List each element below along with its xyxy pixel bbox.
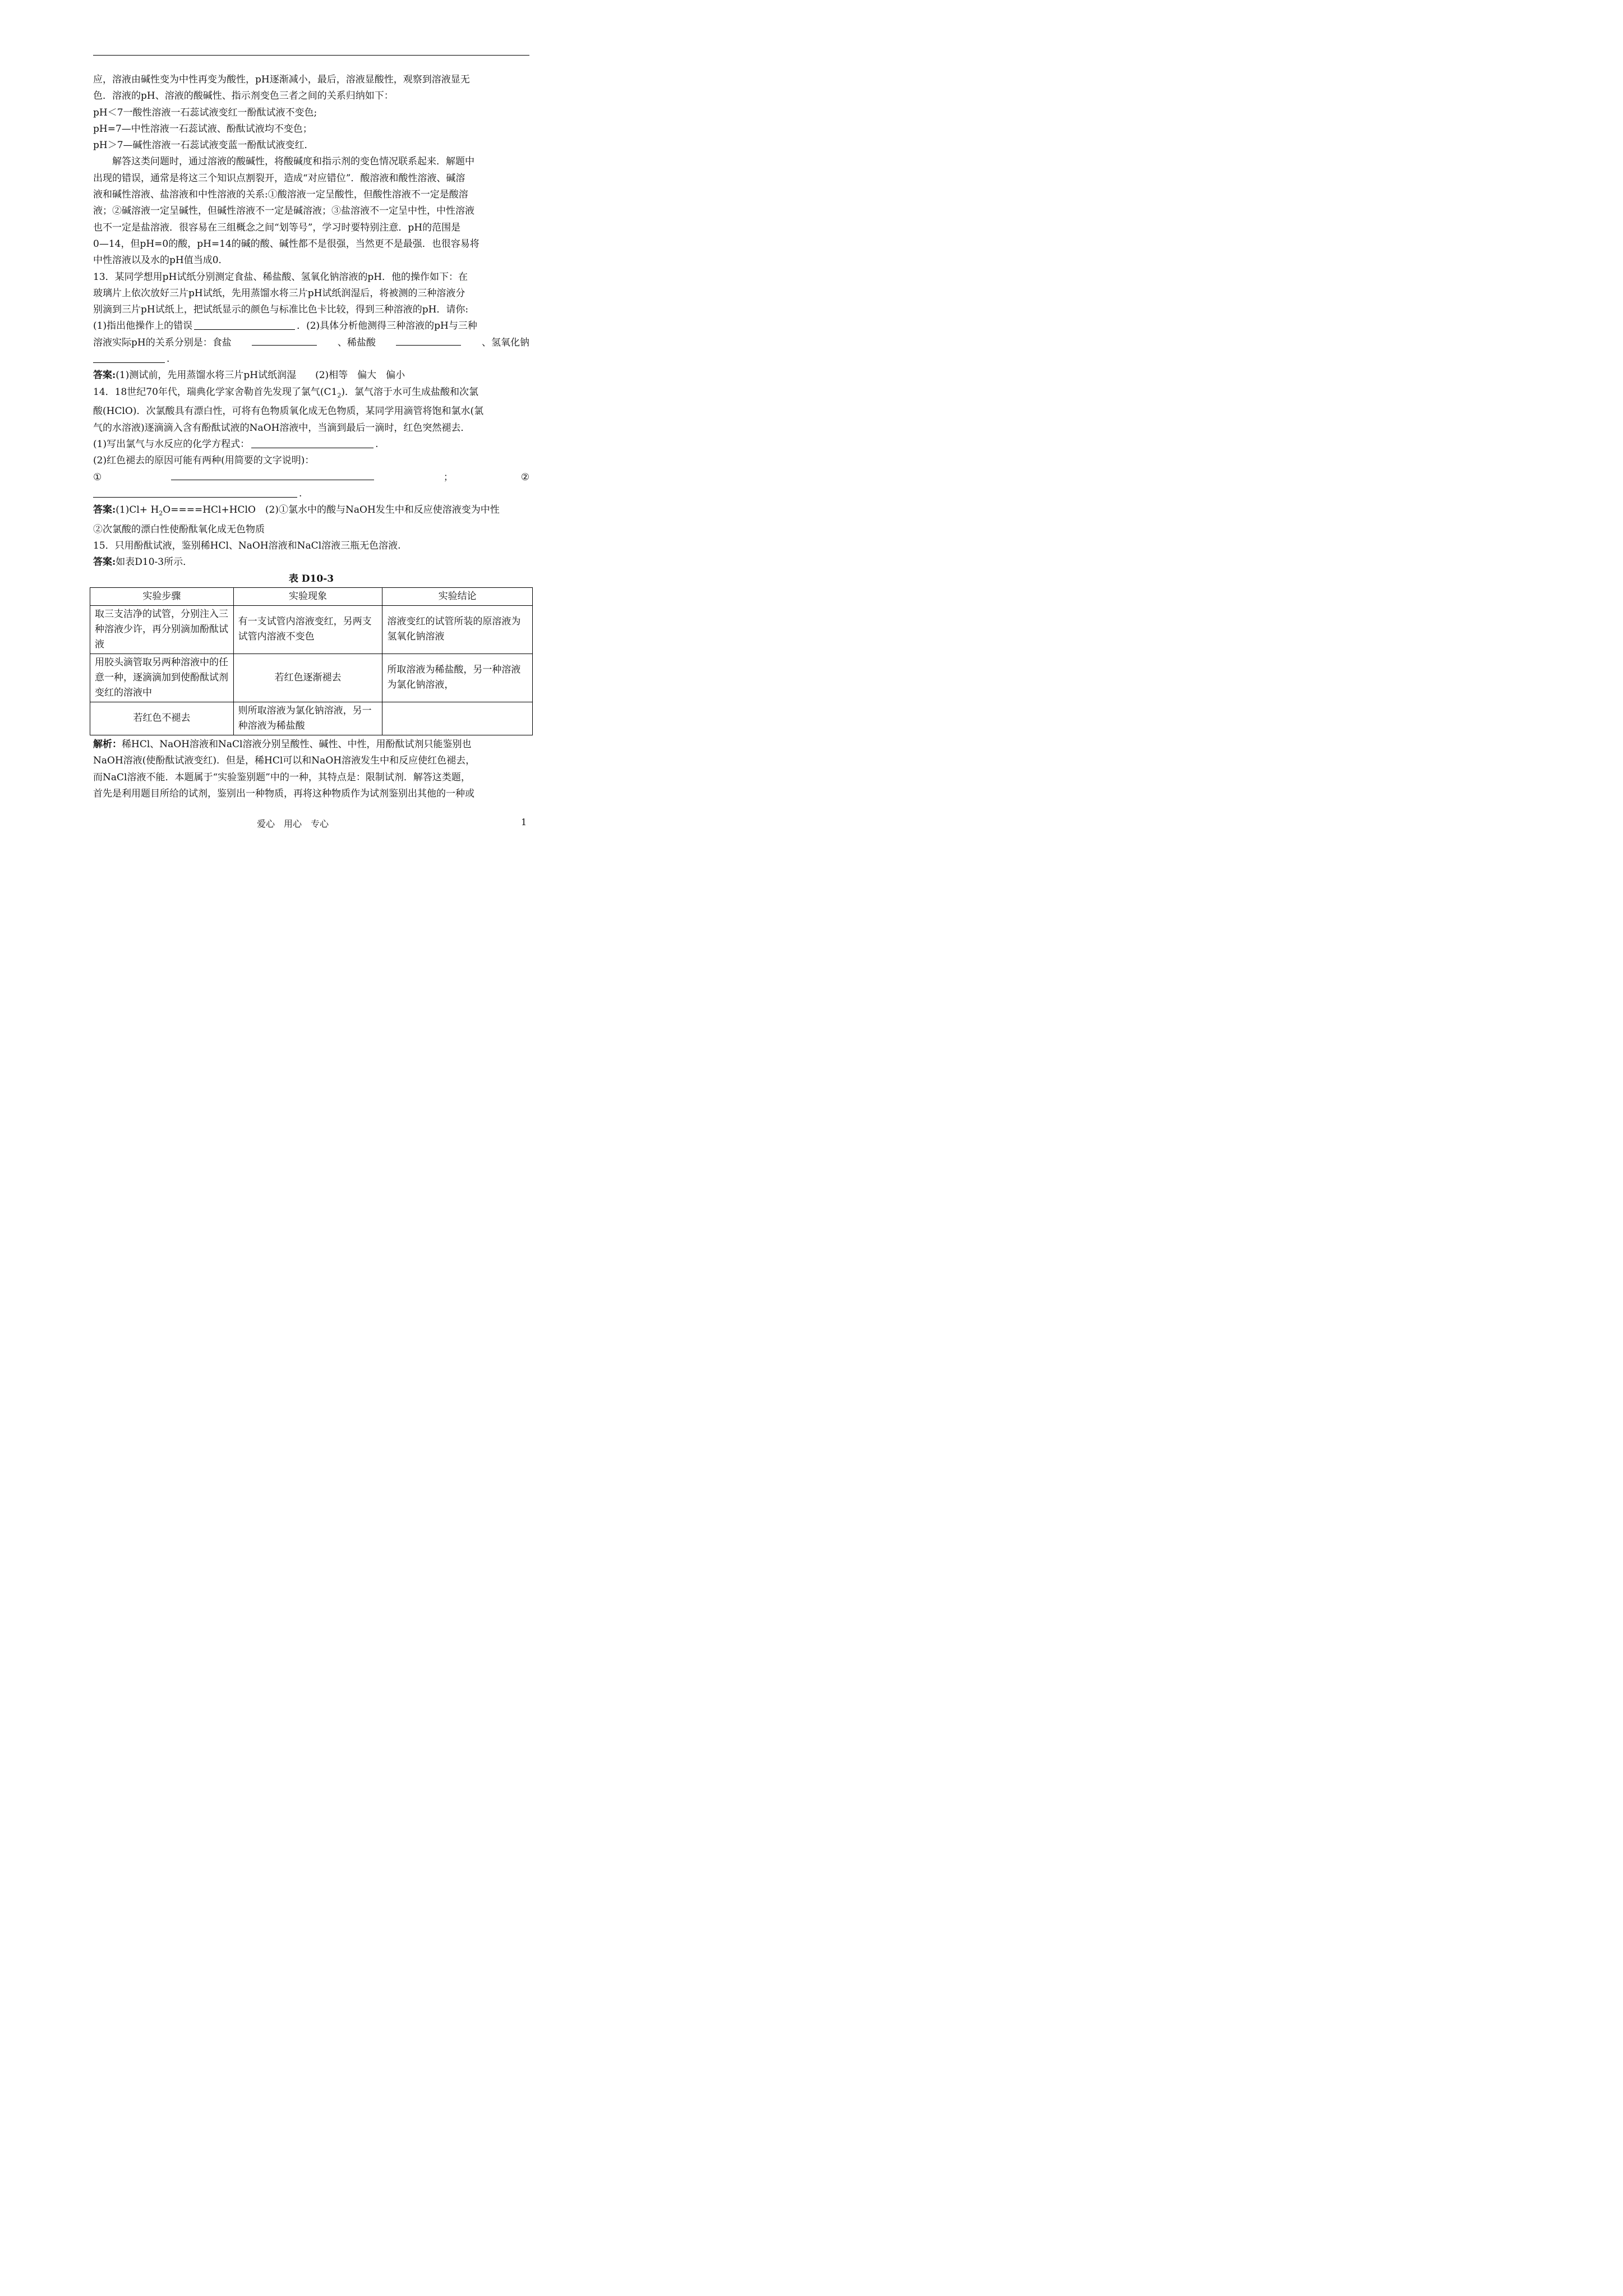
text-fragment: (1)指出他操作上的错误 — [93, 320, 193, 332]
answer-blank[interactable] — [93, 487, 297, 498]
text-line: 液和碱性溶液、盐溶液和中性溶液的关系:①酸溶液一定呈酸性，但酸性溶液不一定是酸溶 — [93, 189, 468, 201]
text-fragment: )．氯气溶于水可生成盐酸和次氯 — [341, 386, 478, 398]
text-fragment: (1)Cl+ H — [116, 504, 159, 516]
answer-blank[interactable] — [251, 438, 374, 448]
table-cell: 所取溶液为稀盐酸，另一种溶液为氯化钠溶液， — [382, 654, 533, 702]
table-header-cell: 实验步骤 — [90, 587, 234, 605]
table-cell: 若红色逐渐褪去 — [233, 654, 382, 702]
table-header-cell: 实验现象 — [233, 587, 382, 605]
text-line: 中性溶液以及水的pH值当成0． — [93, 255, 228, 266]
header-rule — [93, 55, 529, 56]
question-13-line — [93, 351, 534, 367]
text-fragment: O====HCl+HClO (2)①氯水中的酸与NaOH发生中和反应使溶液变为中性 — [163, 504, 500, 516]
answer-label: 答案: — [93, 556, 116, 568]
question-13-line — [93, 318, 534, 334]
text-line: pH=7—中性溶液一石蕊试液、酚酞试液均不变色； — [93, 123, 312, 135]
text-fragment: ．(2)具体分析他测得三种溶液的pH与三种 — [297, 320, 477, 332]
question-14-line — [93, 470, 529, 486]
footer-motto: 爱心 用心 专心 — [257, 818, 329, 829]
page-number: 1 — [521, 817, 527, 827]
text-fragment: 、氢氧化钠 — [481, 337, 529, 348]
table-cell: 用胶头滴管取另两种溶液中的任意一种，逐滴滴加到使酚酞试剂变红的溶液中 — [90, 654, 234, 702]
text-fragment: . — [299, 487, 302, 499]
question-13-line: 玻璃片上依次放好三片pH试纸，先用蒸馏水将三片pH试纸润湿后，将被测的三种溶液分 — [93, 287, 465, 299]
answer-blank[interactable] — [194, 319, 295, 330]
text-line: pH＞7—碱性溶液一石蕊试液变蓝一酚酞试液变红． — [93, 140, 314, 151]
table-row — [90, 605, 533, 654]
question-15: 15．只用酚酞试液，鉴别稀HCl、NaOH溶液和NaCl溶液三瓶无色溶液. — [93, 540, 401, 552]
table-cell: 有一支试管内溶液变红，另两支试管内溶液不变色 — [233, 605, 382, 654]
text-line: 也不一定是盐溶液．很容易在三组概念之间“划等号”，学习时要特别注意．pH的范围是 — [93, 222, 461, 233]
text-fragment: 14．18世纪70年代，瑞典化学家舍勒首先发现了氯气(C1 — [93, 386, 338, 398]
question-14-line — [93, 486, 534, 502]
table-cell: 溶液变红的试管所装的原溶液为氢氧化钠溶液 — [382, 605, 533, 654]
table-cell — [382, 702, 533, 735]
analysis-line: 首先是利用题目所给的试剂，鉴别出一种物质，再将这种物质作为试剂鉴别出其他的一种或 — [93, 788, 474, 799]
text-line: 出现的错误，通常是将这三个知识点割裂开，造成“对应错位”．酸溶液和酸性溶液、碱溶 — [93, 172, 465, 184]
analysis-label: 解析： — [93, 738, 122, 750]
answer-14 — [93, 502, 534, 522]
table-header-row — [90, 587, 533, 605]
question-14-line — [93, 436, 534, 453]
text-fragment: 溶液实际pH的关系分别是：食盐 — [93, 337, 232, 348]
analysis-line: NaOH溶液(使酚酞试液变红)．但是，稀HCl可以和NaOH溶液发生中和反应使红色褪去， — [93, 755, 476, 767]
question-14-line: 气的水溶液)逐滴滴入含有酚酞试液的NaOH溶液中，当滴到最后一滴时，红色突然褪去． — [93, 422, 471, 434]
subscript: 2 — [337, 392, 342, 399]
table-cell: 则所取溶液为氯化钠溶液，另一种溶液为稀盐酸 — [233, 702, 382, 735]
text-fragment: ； — [443, 471, 453, 483]
answer-blank[interactable] — [396, 335, 461, 346]
table-row — [90, 654, 533, 702]
question-14-line — [93, 384, 534, 404]
subscript: 2 — [159, 509, 163, 517]
question-14-line: 酸(HClO)．次氯酸具有漂白性，可将有色物质氧化成无色物质，某同学用滴管将饱和氯水(氯 — [93, 406, 484, 417]
analysis-line — [93, 737, 534, 753]
answer-14-line: ②次氯酸的漂白性使酚酞氧化成无色物质 — [93, 523, 265, 535]
table-cell: 若红色不褪去 — [90, 702, 234, 735]
text-line: 液；②碱溶液一定呈碱性，但碱性溶液不一定是碱溶液；③盐溶液不一定呈中性，中性溶液 — [93, 205, 474, 217]
answer-15 — [93, 554, 534, 570]
table-header-cell: 实验结论 — [382, 587, 533, 605]
table-caption: 表 D10-3 — [288, 573, 334, 585]
question-13-line: 别滴到三片pH试纸上，把试纸显示的颜色与标准比色卡比较，得到三种溶液的pH．请你: — [93, 304, 469, 316]
text-fragment: 稀HCl、NaOH溶液和NaCl溶液分别呈酸性、碱性、中性，用酚酞试剂只能鉴别也 — [122, 738, 472, 750]
text-line: 色．溶液的pH、溶液的酸碱性、指示剂变色三者之间的关系归纳如下： — [93, 90, 394, 102]
question-13-line: 13．某同学想用pH试纸分别测定食盐、稀盐酸、氢氧化钠溶液的pH．他的操作如下：在 — [93, 271, 468, 283]
document-body — [93, 72, 534, 802]
text-fragment: (1)写出氯气与水反应的化学方程式： — [93, 438, 250, 450]
question-13-line — [93, 335, 529, 351]
answer-blank[interactable] — [171, 470, 374, 480]
experiment-table — [90, 587, 533, 735]
answer-blank[interactable] — [93, 352, 165, 363]
text-line: 应，溶液由碱性变为中性再变为酸性，pH逐渐减小，最后，溶液显酸性，观察到溶液显无 — [93, 74, 470, 85]
text-fragment: . — [375, 438, 379, 450]
text-fragment: . — [167, 353, 170, 365]
text-line: 0—14，但pH=0的酸，pH=14的碱的酸、碱性都不是很强，当然更不是最强．也很容易将 — [93, 238, 479, 250]
answer-13 — [93, 367, 534, 384]
answer-label: 答案: — [93, 370, 116, 381]
analysis-line: 而NaCl溶液不能．本题属于“实验鉴别题”中的一种，其特点是：限制试剂．解答这类题， — [93, 771, 471, 783]
question-14-line: (2)红色褪去的原因可能有两种(用简要的文字说明)： — [93, 455, 315, 467]
text-line: pH＜7一酸性溶液一石蕊试液变红一酚酞试液不变色; — [93, 107, 317, 118]
answer-text: 如表D10-3所示． — [116, 556, 193, 568]
text-fragment: ① — [93, 471, 102, 483]
text-line: 解答这类问题时，通过溶液的酸碱性，将酸碱度和指示剂的变色情况联系起来．解题中 — [112, 156, 474, 168]
table-cell: 取三支洁净的试管，分别注入三种溶液少许，再分别滴加酚酞试液 — [90, 605, 234, 654]
answer-text: (1)测试前，先用蒸馏水将三片pH试纸润湿 (2)相等 偏大 偏小 — [116, 370, 405, 381]
table-row — [90, 702, 533, 735]
text-fragment: ② — [520, 471, 529, 483]
answer-label: 答案: — [93, 504, 116, 516]
text-fragment: 、稀盐酸 — [337, 337, 376, 348]
answer-blank[interactable] — [252, 335, 317, 346]
